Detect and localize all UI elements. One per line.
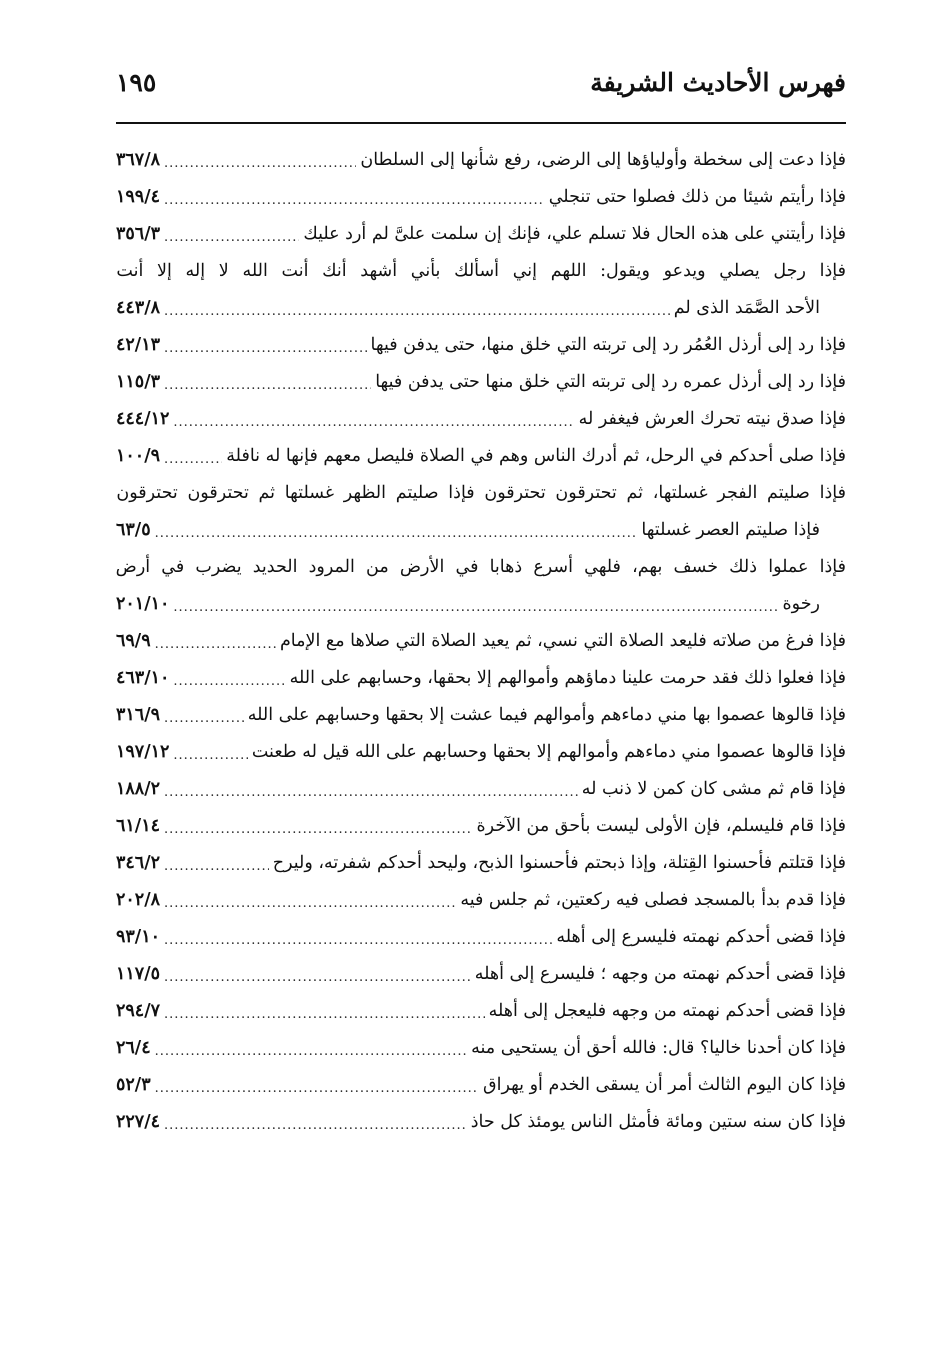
leader-dots [155, 1033, 468, 1070]
entry-text: فإذا قدم بدأ بالمسجد فصلى فيه ركعتين، ثم جلس فيه [460, 890, 846, 910]
leader-dots [164, 959, 471, 996]
entry-reference: ٣٦٧/٨ [116, 150, 160, 170]
index-entry [116, 253, 846, 290]
entry-reference: ١٩٩/٤ [116, 187, 160, 207]
index-entry [116, 475, 846, 512]
leader-dots [164, 811, 473, 848]
running-title: فهرس الأحاديث الشريفة [590, 68, 846, 97]
leader-dots [164, 219, 299, 256]
leader-dots [164, 1107, 467, 1144]
leader-dots [164, 774, 578, 811]
index-entry [116, 1067, 846, 1104]
leader-dots [164, 922, 552, 959]
entry-text: فإذا قام فليسلم، فإن الأولى ليست بأحق من الآخرة [476, 816, 846, 836]
index-entry-continuation [116, 512, 846, 549]
entry-reference: ٢٠١/١٠ [116, 594, 170, 614]
entry-text: فإذا صلى أحدكم في الرحل، ثم أدرك الناس وهم في الصلاة فليصل معهم فإنها له نافلة [226, 446, 846, 466]
leader-dots [173, 737, 247, 774]
entry-reference: ١٠٠/٩ [116, 446, 160, 466]
index-entry [116, 993, 846, 1030]
index-entry-continuation [116, 586, 846, 623]
index-entry [116, 919, 846, 956]
leader-dots [155, 626, 276, 663]
entry-reference: ٤٤٤/١٢ [116, 409, 170, 429]
entry-reference: ١٨٨/٢ [116, 779, 160, 799]
entry-text: فإذا عملوا ذلك خسف بهم، فلهي أسرع ذهابا في الأرض من المرود الحديد يضرب في أرض [115, 557, 846, 577]
entry-reference: ٦٣/٥ [116, 520, 151, 540]
entry-text: فإذا رأيتم شيئا من ذلك فصلوا حتى تنجلي [548, 187, 846, 207]
entry-reference: ٥٢/٣ [116, 1075, 151, 1095]
entry-reference: ٦٩/٩ [116, 631, 151, 651]
entry-text: الأحد الصَّمَد الذى لم [673, 298, 820, 318]
leader-dots [155, 1070, 479, 1107]
index-entry [116, 179, 846, 216]
entry-text: فإذا رأيتني على هذه الحال فلا تسلم علي، فإنك إن سلمت علىَّ لم أرد عليك [303, 224, 846, 244]
page-header [116, 64, 846, 114]
entry-reference: ٣١٦/٩ [116, 705, 160, 725]
index-entry [116, 697, 846, 734]
entry-text: فإذا قام ثم مشى كان كمن لا ذنب له [581, 779, 846, 799]
entry-reference: ٣٥٦/٣ [116, 224, 160, 244]
page-number: ١٩٥ [116, 68, 157, 97]
index-entry [116, 364, 846, 401]
leader-dots [164, 996, 485, 1033]
entry-text: فإذا صليتم العصر غسلتها [641, 520, 820, 540]
entry-text: فإذا رد إلى أرذل عمره رد إلى تربته التي خلق منها حتى يدفن فيها [375, 372, 846, 392]
leader-dots [164, 293, 670, 330]
entry-reference: ٤٤٣/٨ [116, 298, 160, 318]
entry-text: فإذا كان سنه ستين ومائة فأمثل الناس يومئذ كل حاذ [470, 1112, 846, 1132]
index-entry [116, 1104, 846, 1141]
index-entry [116, 808, 846, 845]
index-entry-continuation [116, 290, 846, 327]
entry-reference: ٢٢٧/٤ [116, 1112, 160, 1132]
index-entry [116, 734, 846, 771]
entry-reference: ١١٥/٣ [116, 372, 160, 392]
entry-reference: ٦١/١٤ [116, 816, 160, 836]
index-entry [116, 549, 846, 586]
leader-dots [164, 848, 269, 885]
index-entry [116, 623, 846, 660]
entry-text: فإذا قالوها عصموا بها مني دماءهم وأموالهم فيما عشت إلا بحقها وحسابهم على الله [247, 705, 846, 725]
entry-text: فإذا قالوها عصموا مني دماءهم وأموالهم إلا بحقها وحسابهم على الله قيل له طعنت [251, 742, 846, 762]
entry-text: فإذا رد إلى أرذل العُمُر رد إلى تربته التي خلق منها، حتى يدفن فيها [370, 335, 846, 355]
entry-text: فإذا قضى أحدكم نهمته من وجهه فليعجل إلى أهله [488, 1001, 846, 1021]
leader-dots [164, 145, 356, 182]
entry-text: فإذا رجل يصلي ويدعو ويقول: اللهم إني أسألك بأني أشهد أنك أنت الله لا إله إلا أنت [116, 261, 846, 281]
leader-dots [173, 589, 778, 626]
entry-text: فإذا قتلتم فأحسنوا القِتلة، وإذا ذبحتم فأحسنوا الذبح، وليحد أحدكم شفرته، وليرح [272, 853, 846, 873]
entry-reference: ٢٦/٤ [116, 1038, 151, 1058]
leader-dots [164, 700, 244, 737]
entry-text: فإذا فرغ من صلاته فليعد الصلاة التي نسي، ثم يعيد الصلاة التي صلاها مع الإمام [279, 631, 846, 651]
entry-text: فإذا كان اليوم الثالث أمر أن يسقى الخدم أو يهراق [483, 1075, 846, 1095]
entry-text: رخوة [782, 594, 820, 614]
entry-text: فإذا كان أحدنا خاليا؟ قال: فالله أحق أن يستحيى منه [471, 1038, 846, 1058]
index-entry [116, 438, 846, 475]
entry-text: فإذا دعت إلى سخطة وأولياؤها إلى الرضى، رفع شأنها إلى السلطان [360, 150, 846, 170]
header-rule [116, 122, 846, 124]
leader-dots [164, 441, 222, 478]
index-entry [116, 882, 846, 919]
index-entry [116, 142, 846, 179]
entry-text: فإذا صدق نيته تحرك العرش فيغفر له [578, 409, 846, 429]
entry-reference: ٢٠٢/٨ [116, 890, 160, 910]
leader-dots [173, 663, 285, 700]
entry-reference: ١٩٧/١٢ [116, 742, 170, 762]
entry-reference: ٤٦٣/١٠ [116, 668, 170, 688]
index-entry [116, 771, 846, 808]
entry-reference: ٤٢/١٣ [116, 335, 160, 355]
leader-dots [173, 404, 574, 441]
index-entry [116, 956, 846, 993]
entry-reference: ٩٣/١٠ [116, 927, 160, 947]
index-entry [116, 660, 846, 697]
entry-text: فإذا صليتم الفجر غسلتها، ثم تحترقون تحترقون فإذا صليتم الظهر غسلتها ثم تحترقون تحترقون [116, 483, 846, 503]
entry-reference: ١١٧/٥ [116, 964, 160, 984]
leader-dots [155, 515, 638, 552]
leader-dots [164, 182, 545, 219]
index-entry [116, 327, 846, 364]
index-entry [116, 216, 846, 253]
index-entry [116, 401, 846, 438]
entry-reference: ٣٤٦/٢ [116, 853, 160, 873]
entry-reference: ٢٩٤/٧ [116, 1001, 160, 1021]
index-entry [116, 1030, 846, 1067]
index-entry [116, 845, 846, 882]
hadith-index-list [116, 142, 846, 1141]
leader-dots [164, 330, 367, 367]
leader-dots [164, 367, 371, 404]
entry-text: فإذا قضى أحدكم نهمته من وجهه ؛ فليسرع إلى أهله [474, 964, 846, 984]
entry-text: فإذا فعلوا ذلك فقد حرمت علينا دماؤهم وأموالهم إلا بحقها، وحسابهم على الله [289, 668, 846, 688]
leader-dots [164, 885, 456, 922]
entry-text: فإذا قضى أحدكم نهمته فليسرع إلى أهله [556, 927, 846, 947]
